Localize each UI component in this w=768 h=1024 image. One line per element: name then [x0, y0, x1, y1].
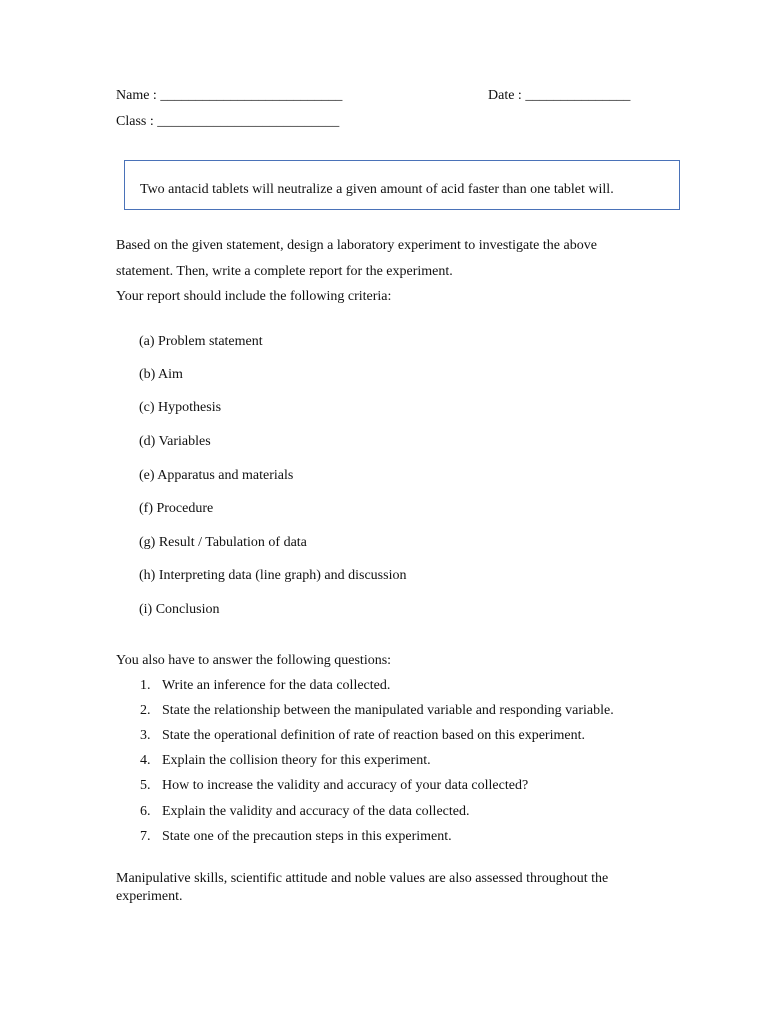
closing-note: Manipulative skills, scientific attitude and noble values are also assessed throughout the experiment.	[116, 871, 609, 904]
question-number: 5.	[140, 778, 151, 793]
name-field: Name : __________________________	[116, 88, 343, 103]
question-item	[140, 752, 431, 770]
question-text: State the operational definition of rate of reaction based on this experiment.	[162, 728, 585, 743]
instruction-line-1: Based on the given statement, design a laboratory experiment to investigate the above	[116, 238, 597, 253]
question-text: State the relationship between the manipulated variable and responding variable.	[162, 703, 614, 718]
questions-intro: You also have to answer the following questions:	[116, 653, 392, 668]
question-number: 2.	[140, 703, 151, 718]
criteria-item: (g) Result / Tabulation of data	[139, 535, 307, 550]
question-text: How to increase the validity and accuracy of your data collected?	[162, 778, 529, 793]
question-number: 4.	[140, 753, 151, 768]
question-number: 7.	[140, 829, 151, 844]
question-item	[140, 702, 614, 720]
question-item	[140, 677, 390, 695]
date-field: Date : _______________	[488, 88, 631, 103]
question-item	[140, 803, 469, 821]
criteria-item: (f) Procedure	[139, 501, 214, 516]
class-field: Class : __________________________	[116, 114, 340, 129]
criteria-item: (d) Variables	[139, 434, 211, 449]
instruction-line-2: statement. Then, write a complete report for the experiment.	[116, 264, 453, 279]
question-text: Write an inference for the data collected.	[162, 678, 391, 693]
question-text: State one of the precaution steps in this experiment.	[162, 829, 452, 844]
instruction-line-3: Your report should include the following criteria:	[116, 289, 392, 304]
criteria-item: (a) Problem statement	[139, 334, 263, 349]
question-number: 1.	[140, 678, 151, 693]
statement-box	[124, 160, 680, 210]
criteria-item: (h) Interpreting data (line graph) and discussion	[139, 568, 407, 583]
criteria-item: (i) Conclusion	[139, 602, 220, 617]
question-item	[140, 727, 585, 745]
criteria-item: (e) Apparatus and materials	[139, 468, 294, 483]
question-item	[140, 828, 452, 846]
criteria-item: (b) Aim	[139, 367, 183, 382]
question-text: Explain the validity and accuracy of the data collected.	[162, 804, 470, 819]
criteria-item: (c) Hypothesis	[139, 400, 222, 415]
question-number: 6.	[140, 804, 151, 819]
question-item	[140, 777, 528, 795]
statement-text: Two antacid tablets will neutralize a given amount of acid faster than one tablet will.	[140, 182, 614, 197]
question-number: 3.	[140, 728, 151, 743]
question-text: Explain the collision theory for this experiment.	[162, 753, 431, 768]
